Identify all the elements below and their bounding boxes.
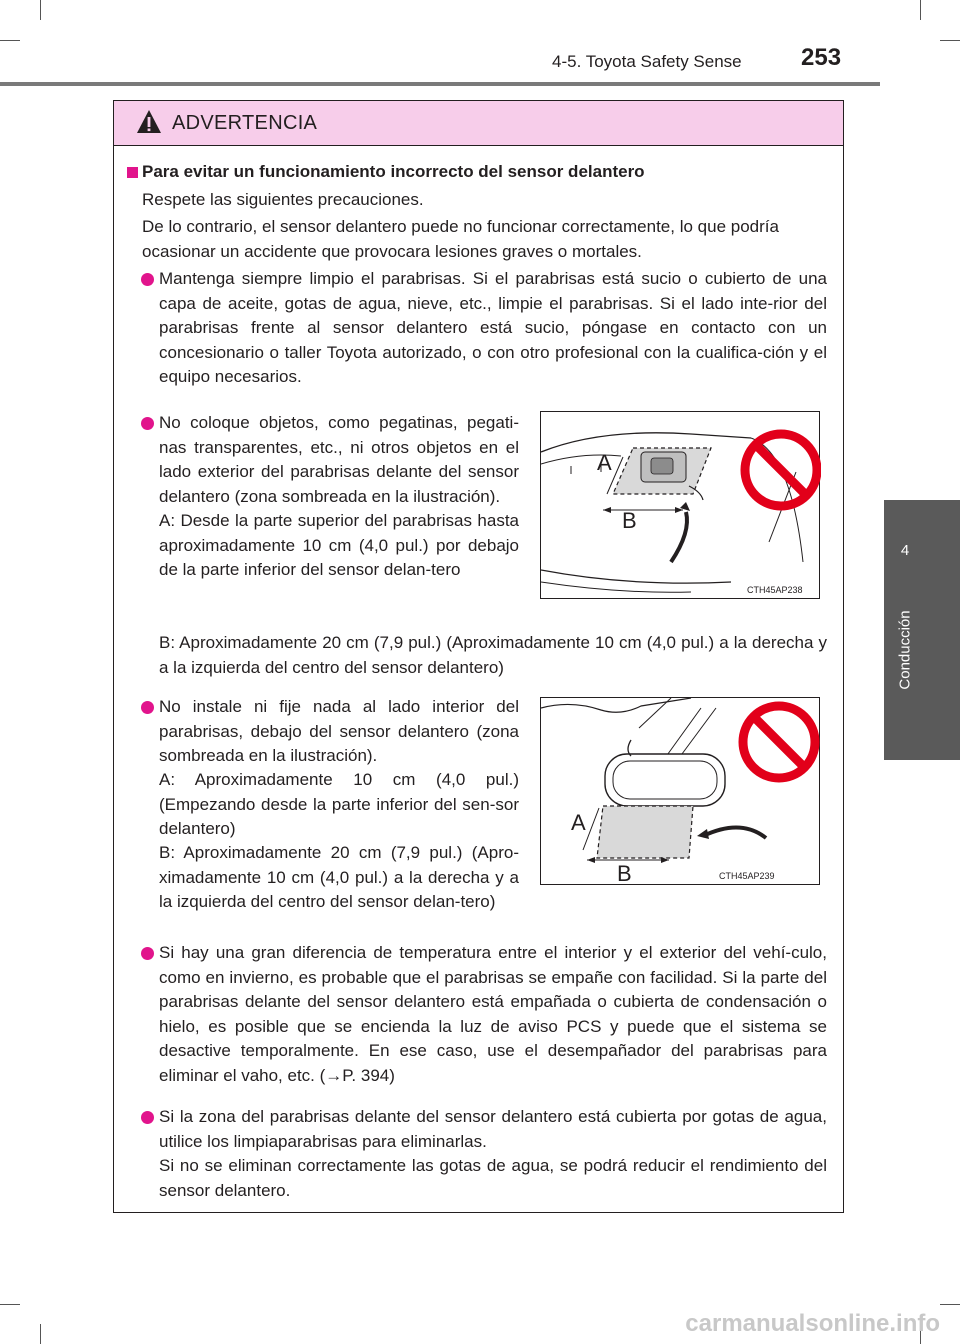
bullet-5-line-2: Si no se eliminan correctamente las gotas de agua, se podrá reducir el rendimiento del sensor delantero.: [159, 1156, 827, 1200]
bullet-dot-icon: [141, 273, 154, 286]
warning-intro-1: Respete las siguientes precauciones.: [142, 190, 424, 209]
bullet-dot-icon: [141, 947, 154, 960]
bullet-dot-icon: [141, 1111, 154, 1124]
warning-box: [113, 100, 844, 1213]
watermark: carmanualsonline.info: [685, 1310, 940, 1337]
bullet-3: No instale ni fije nada al lado interior del parabrisas, debajo del sensor delantero (zona sombreada en la ilustración).: [159, 697, 519, 765]
chapter-number: 4: [900, 542, 910, 559]
bullet-3-a: A: Aproximadamente 10 cm (4,0 pul.) (Empezando desde la parte inferior del sen-sor delantero): [159, 770, 519, 838]
figure1-code: CTH45AP238: [747, 585, 803, 595]
figure2-label-b: B: [617, 861, 632, 886]
windshield-exterior-illustration: [541, 412, 821, 600]
bullet-dot-icon: [141, 417, 154, 430]
warning-triangle-icon: [136, 109, 162, 135]
warning-title: ADVERTENCIA: [172, 112, 318, 134]
bullet-1: Mantenga siempre limpio el parabrisas. Si el parabrisas está sucio o cubierto de una capa de aceite, gotas de agua, nieve, etc., limpie el parabrisas. Si el lado inte-rior del parabrisas frente al sensor delantero está sucio, póngase en contacto con un concesionario o taller Toyota autorizado, o con otro profesional con la cualifica-ción y el equipo necesarios.: [159, 269, 827, 386]
header-rule: [0, 82, 880, 86]
figure-windshield-exterior: [540, 411, 820, 599]
figure2-label-a: A: [571, 810, 586, 835]
figure2-code: CTH45AP239: [719, 871, 775, 881]
page-number: 253: [801, 44, 842, 71]
bullet-dot-icon: [141, 701, 154, 714]
chapter-label-wrap: [878, 575, 932, 725]
bullet-2-b: B: Aproximadamente 20 cm (7,9 pul.) (Aproximadamente 10 cm (4,0 pul.) a la derecha y a la izquierda del centro del sensor delantero): [159, 633, 827, 677]
bullet-5-line-1: Si la zona del parabrisas delante del sensor delantero está cubierta por gotas de agua, utilice los limpiaparabrisas para eliminarlas.: [159, 1107, 827, 1151]
bullet-3-b: B: Aproximadamente 20 cm (7,9 pul.) (Apro-ximadamente 10 cm (4,0 pul.) a la derecha y a la izquierda del centro del sensor delan-tero): [159, 843, 519, 911]
figure-windshield-interior: [540, 697, 820, 885]
bullet-2-a: A: Desde la parte superior del parabrisas hasta aproximadamente 10 cm (4,0 pul.) por debajo de la parte inferior del sensor delan-tero: [159, 511, 519, 579]
bullet-2: No coloque objetos, como pegatinas, pegati-nas transparentes, etc., ni otros objetos en el lado exterior del parabrisas delante del sensor delantero (zona sombreada en la ilustración).: [159, 413, 519, 506]
section-title: 4-5. Toyota Safety Sense: [552, 52, 742, 71]
chapter-label: Conducción: [896, 610, 914, 690]
bullet-4: Si hay una gran diferencia de temperatura entre el interior y el exterior del vehí-culo, como en invierno, es probable que el parabrisas se empañe con facilidad. Si la parte del parabrisas delante del sensor delantero está empañada o cubierta de condensación o hielo, es posible que se encienda la luz de aviso PCS y puede que el sistema se desactive temporalmente. En ese caso, use el desempañador del parabrisas para eliminar el vaho, etc. (→P. 394): [159, 943, 827, 1085]
warning-heading: Para evitar un funcionamiento incorrecto del sensor delantero: [142, 162, 645, 181]
figure1-label-b: B: [622, 508, 637, 533]
figure1-label-a: A: [597, 450, 612, 475]
heading-square-icon: [127, 167, 138, 178]
warning-header: [114, 101, 843, 146]
windshield-interior-illustration: [541, 698, 821, 886]
warning-intro-2: De lo contrario, el sensor delantero puede no funcionar correctamente, lo que podría ocasionar un accidente que provocara lesiones graves o mortales.: [142, 217, 779, 261]
